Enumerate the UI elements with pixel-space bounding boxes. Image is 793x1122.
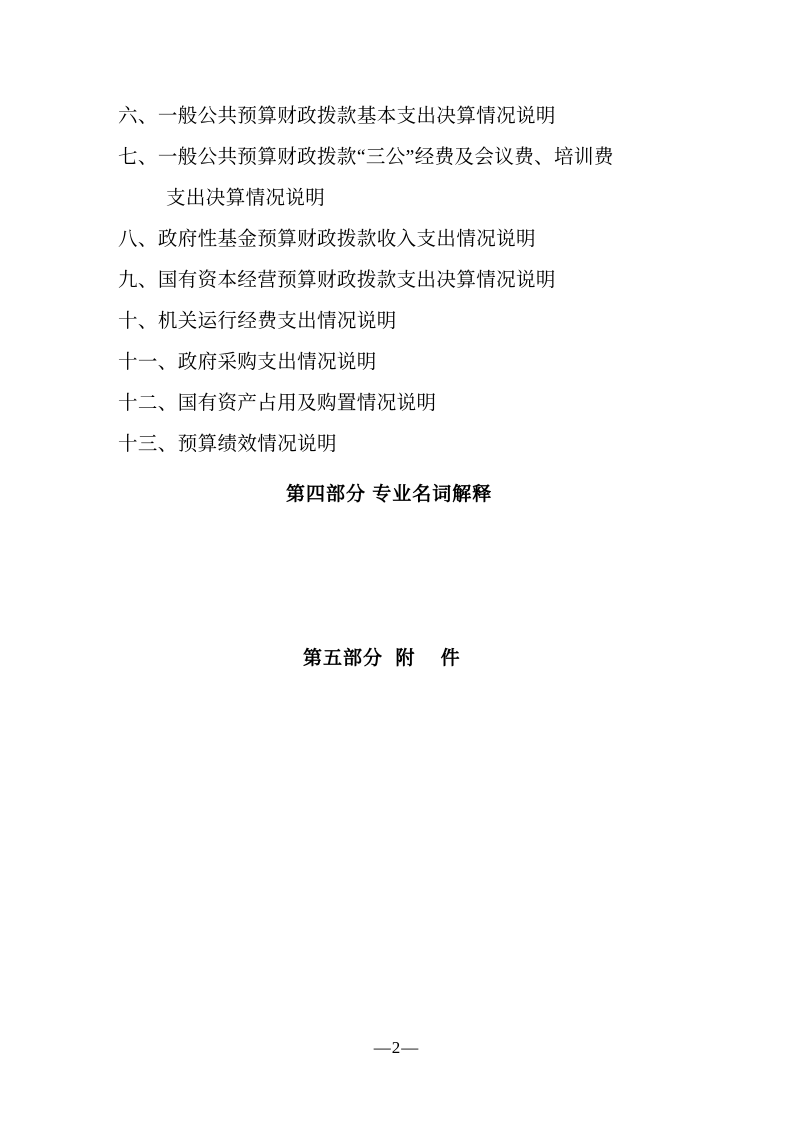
toc-entry [118, 424, 688, 465]
toc-entry-title: 国有资本经营预算财政拨款支出决算情况说明 [157, 270, 556, 291]
toc-entry-title: 预算绩效情况说明 [177, 434, 337, 455]
toc-entry-title: 国有资产占用及购置情况说明 [177, 393, 437, 414]
toc-entry-number: 九、 [118, 270, 158, 291]
toc-entry-title: 一般公共预算财政拨款“三公”经费及会议费、培训费 [157, 147, 614, 168]
toc-entry-number: 十二、 [118, 393, 178, 414]
toc-entry-title: 机关运行经费支出情况说明 [157, 311, 397, 332]
toc-entry [118, 301, 688, 342]
toc-entry-title: 政府采购支出情况说明 [177, 352, 377, 373]
toc-entry-number: 七、 [118, 147, 158, 168]
toc-entry-number: 八、 [118, 229, 158, 250]
part-five-heading: 第五部分 附 件 [303, 648, 461, 669]
toc-entry [118, 137, 688, 219]
toc-entry [118, 96, 688, 137]
toc-entry [118, 383, 688, 424]
toc-entry-number: 十三、 [118, 434, 178, 455]
toc-entry-number: 十一、 [118, 352, 178, 373]
part-four-heading: 第四部分 专业名词解释 [286, 484, 493, 505]
table-of-contents [118, 96, 688, 465]
toc-entry [118, 219, 688, 260]
toc-entry [118, 260, 688, 301]
toc-entry-title: 一般公共预算财政拨款基本支出决算情况说明 [157, 106, 556, 127]
toc-entry [118, 342, 688, 383]
toc-entry-number: 十、 [118, 311, 158, 332]
toc-entry-number: 六、 [118, 106, 158, 127]
page-number: —2— [373, 1038, 420, 1057]
toc-entry-title: 政府性基金预算财政拨款收入支出情况说明 [157, 229, 536, 250]
toc-entry-title-continued: 支出决算情况说明 [166, 188, 326, 209]
